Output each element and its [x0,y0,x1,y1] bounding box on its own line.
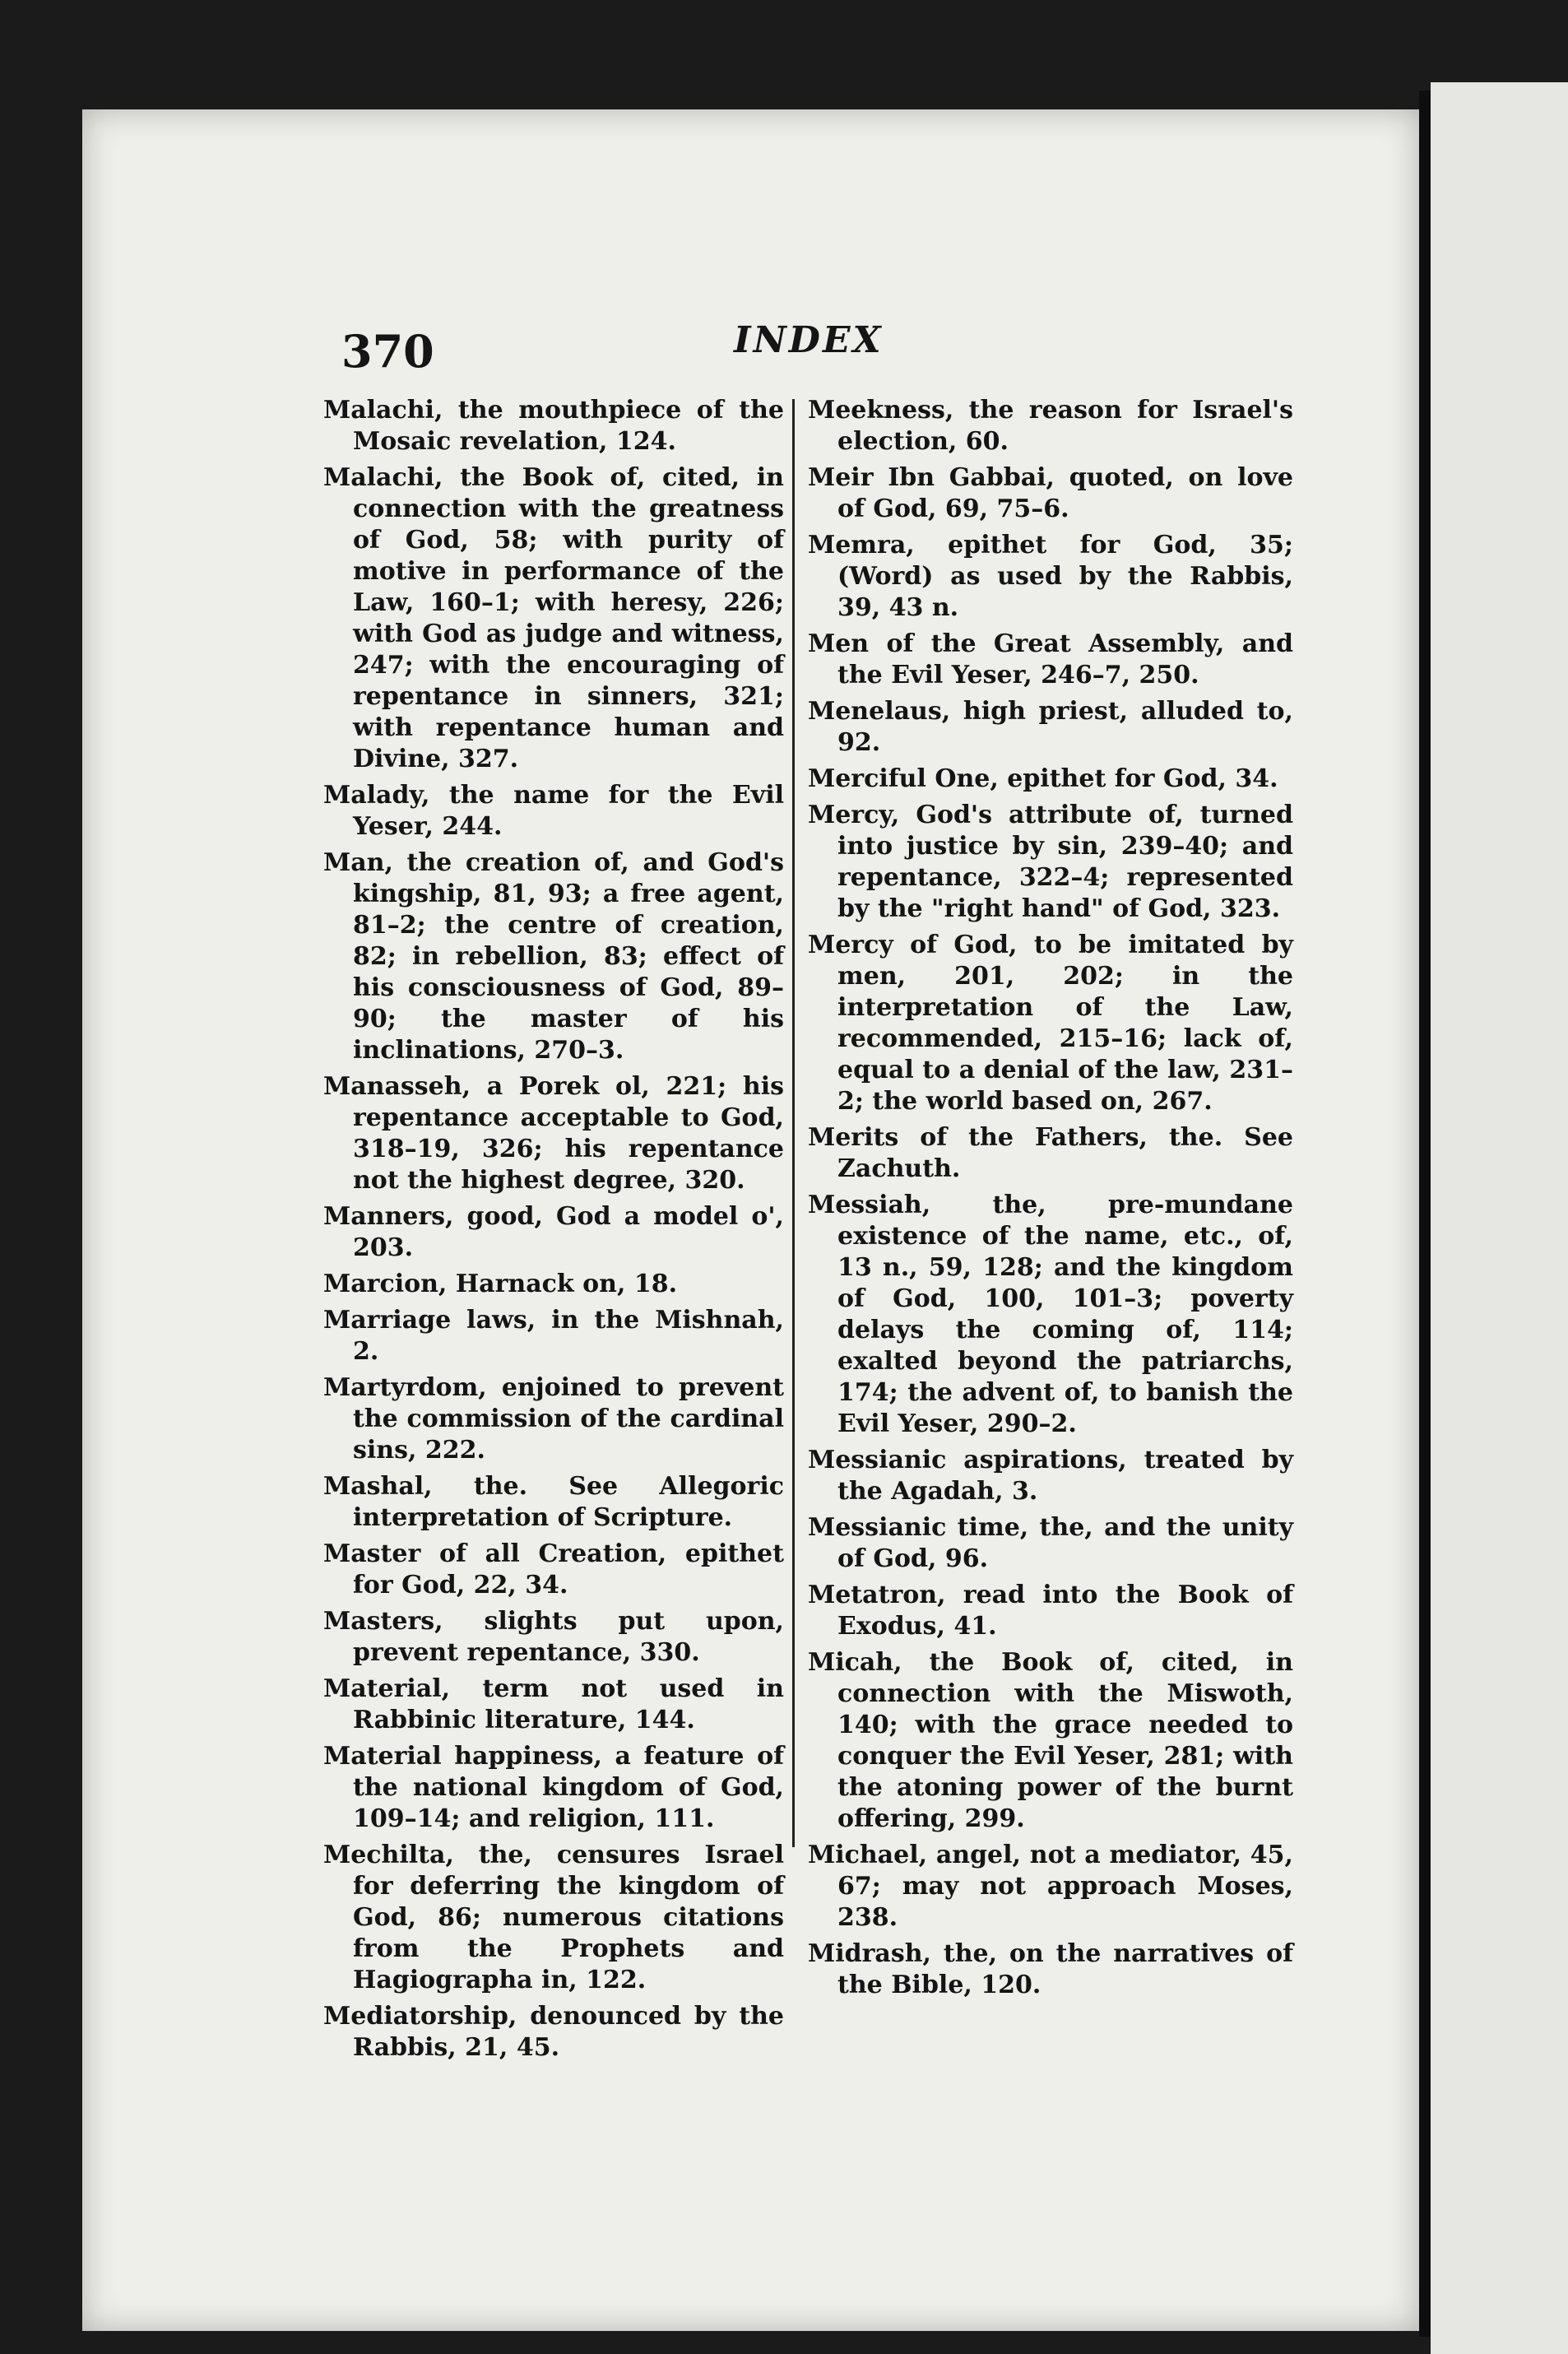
index-entry: Meekness, the reason for Israel's election, 60. [808,396,1293,456]
index-entry: Midrash, the, on the narratives of the Bible, 120. [808,1939,1293,1999]
index-entry: Michael, angel, not a mediator, 45, 67; may not approach Moses, 238. [808,1841,1293,1932]
index-entry: Meir Ibn Gabbai, quoted, on love of God, 69, 75–6. [808,463,1293,523]
index-entry: Marcion, Harnack on, 18. [323,1270,678,1298]
index-entry: Mediatorship, denounced by the Rabbis, 21, 45. [323,2002,784,2062]
page-edge-shadow [1419,91,1431,2337]
index-entry: Masters, slights put upon, prevent repentance, 330. [323,1607,784,1667]
index-entry: Messianic time, the, and the unity of God, 96. [808,1513,1293,1573]
index-entry: Men of the Great Assembly, and the Evil Yeser, 246–7, 250. [808,629,1293,689]
index-column-right [808,395,1293,2006]
index-entry: Manasseh, a Porek ol, 221; his repentance acceptable to God, 318–19, 326; his repentance not the highest degree, 320. [323,1072,784,1195]
index-entry: Memra, epithet for God, 35; (Word) as used by the Rabbis, 39, 43 n. [808,531,1293,622]
index-entry: Mashal, the. See Allegoric interpretation of Scripture. [323,1472,784,1532]
index-entry: Mercy of God, to be imitated by men, 201, 202; in the interpretation of the Law, recommended, 215–16; lack of, equal to a denial of the law, 231–2; the world based on, 267. [808,931,1293,1116]
index-entry: Merits of the Fathers, the. See Zachuth. [808,1123,1293,1183]
index-column-left [323,395,784,2068]
index-entry: Mercy, God's attribute of, turned into justice by sin, 239–40; and repentance, 322–4; represented by the "right hand" of God, 323. [808,801,1293,923]
index-entry: Material happiness, a feature of the national kingdom of God, 109–14; and religion, 111. [323,1742,784,1833]
index-entry: Mechilta, the, censures Israel for deferring the kingdom of God, 86; numerous citations from the Prophets and Hagiographa in, 122. [323,1841,784,1994]
index-entry: Malachi, the Book of, cited, in connection with the greatness of God, 58; with purity of motive in performance of the Law, 160–1; with heresy, 226; with God as judge and witness, 247; with the encouraging of repentance in sinners, 321; with repentance human and Divine, 327. [323,463,784,773]
index-entry: Martyrdom, enjoined to prevent the commission of the cardinal sins, 222. [323,1373,784,1465]
index-entry: Micah, the Book of, cited, in connection with the Miswoth, 140; with the grace needed to conquer the Evil Yeser, 281; with the atoning power of the burnt offering, 299. [808,1648,1293,1833]
index-entry: Merciful One, epithet for God, 34. [808,764,1278,793]
adjacent-page [1431,82,1568,2354]
index-entry: Messianic aspirations, treated by the Agadah, 3. [808,1446,1293,1506]
index-entry: Man, the creation of, and God's kingship, 81, 93; a free agent, 81–2; the centre of creation, 82; in rebellion, 83; effect of his consciousness of God, 89–90; the master of his inclinations, 270–3. [323,848,784,1065]
running-head: INDEX [734,319,884,361]
index-entry: Messiah, the, pre-mundane existence of the name, etc., of, 13 n., 59, 128; and the kingdom of God, 100, 101–3; poverty delays the coming of, 114; exalted beyond the patriarchs, 174; the advent of, to banish the Evil Yeser, 290–2. [808,1191,1293,1438]
index-entry: Malachi, the mouthpiece of the Mosaic revelation, 124. [323,396,784,456]
column-divider [792,399,795,1847]
index-entry: Metatron, read into the Book of Exodus, 41. [808,1581,1293,1641]
index-entry: Marriage laws, in the Mishnah, 2. [323,1306,784,1366]
index-entry: Malady, the name for the Evil Yeser, 244. [323,781,784,841]
index-entry: Material, term not used in Rabbinic literature, 144. [323,1674,784,1734]
index-entry: Master of all Creation, epithet for God, 22, 34. [323,1539,784,1600]
page-number: 370 [341,325,434,378]
index-entry: Manners, good, God a model o', 203. [323,1202,784,1262]
index-entry: Menelaus, high priest, alluded to, 92. [808,697,1293,757]
